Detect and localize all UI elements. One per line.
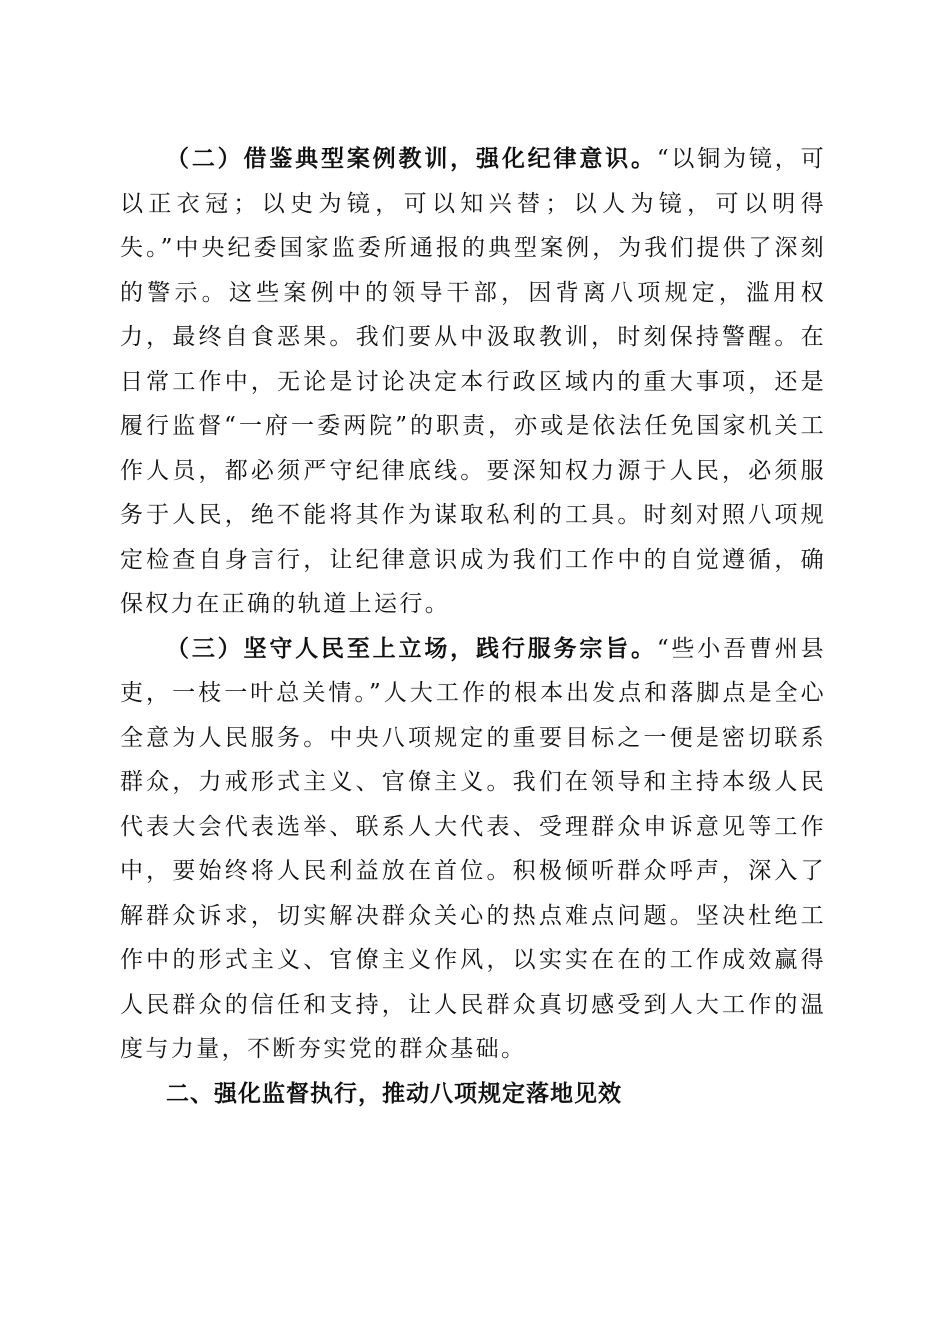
paragraph-2 bbox=[120, 137, 826, 627]
paragraph-2-lead: （二）借鉴典型案例教训，强化纪律意识。 bbox=[166, 146, 657, 172]
document-content bbox=[120, 137, 826, 1116]
paragraph-3-lead: （三）坚守人民至上立场，践行服务宗旨。 bbox=[166, 635, 657, 662]
paragraph-3-body: “些小吾曹州县吏，一枝一叶总关情。”人大工作的根本出发点和落脚点是全心全意为人民服务。中央八项规定的重要目标之一便是密切联系群众，力戒形式主义、官僚主义。我们在领导和主持本级人民代表大会代表选举、联系人大代表、受理群众申诉意见等工作中，要始终将人民利益放在首位。积极倾听群众呼声，深入了解群众诉求，切实解决群众关心的热点难点问题。坚决杜绝工作中的形式主义、官僚主义作风，以实实在在的工作成效赢得人民群众的信任和支持，让人民群众真切感受到人大工作的温度与力量，不断夯实党的群众基础。 bbox=[120, 635, 827, 1062]
paragraph-3 bbox=[120, 627, 826, 1072]
paragraph-2-body: “以铜为镜，可以正衣冠；以史为镜，可以知兴替；以人为镜，可以明得失。”中央纪委国家监委所通报的典型案例，为我们提供了深刻的警示。这些案例中的领导干部，因背离八项规定，滥用权力，最终自食恶果。我们要从中汲取教训，时刻保持警醒。在日常工作中，无论是讨论决定本行政区域内的重大事项，还是履行监督“一府一委两院”的职责，亦或是依法任免国家机关工作人员，都必须严守纪律底线。要深知权力源于人民，必须服务于人民，绝不能将其作为谋取私利的工具。时刻对照八项规定检查自身言行，让纪律意识成为我们工作中的自觉遵循，确保权力在正确的轨道上运行。 bbox=[120, 146, 827, 617]
section-heading: 二、强化监督执行，推动八项规定落地见效 bbox=[166, 1080, 622, 1107]
